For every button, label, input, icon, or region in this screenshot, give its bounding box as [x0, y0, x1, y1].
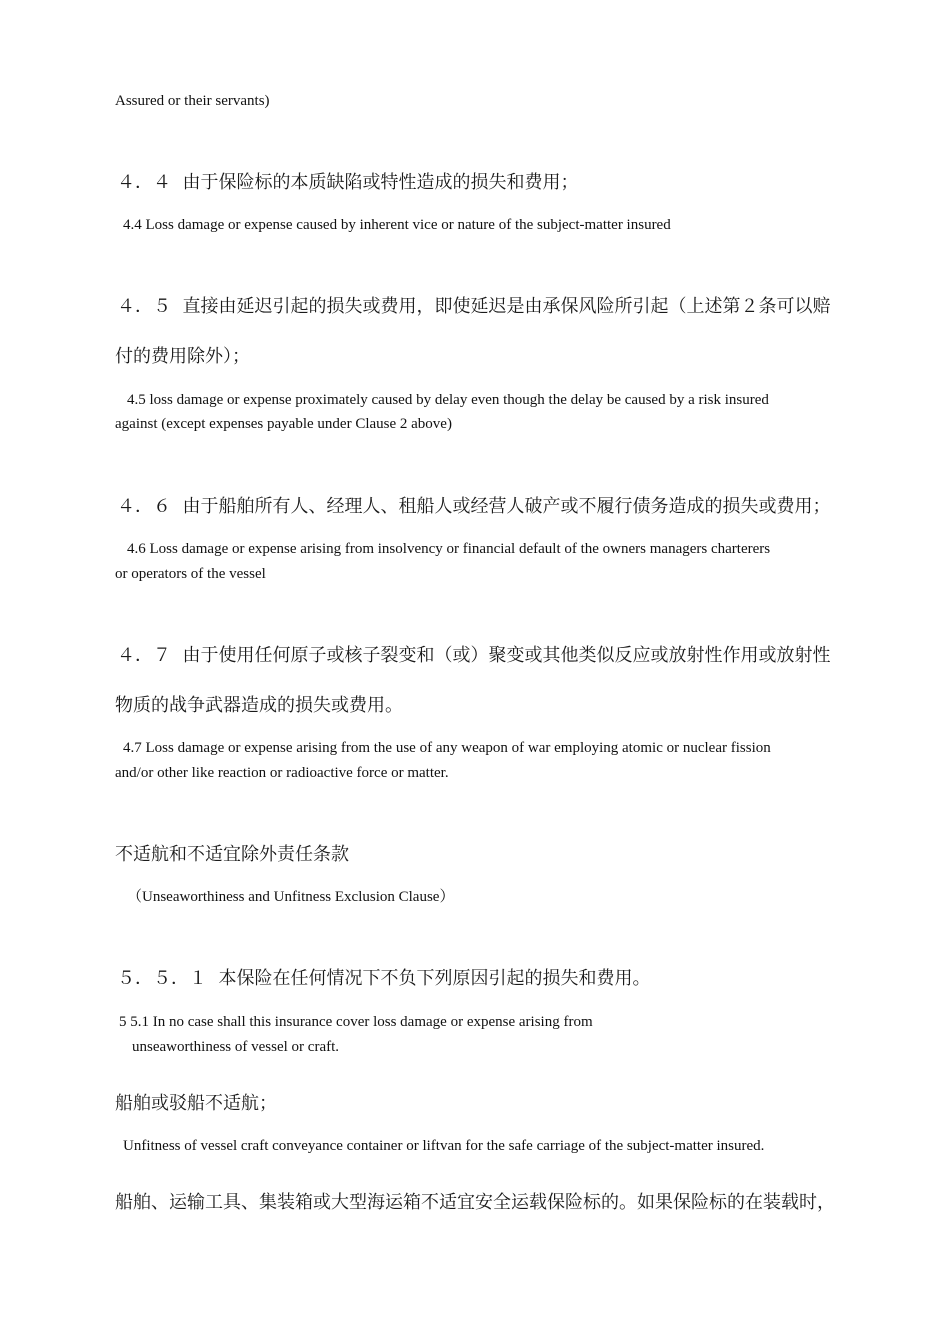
clause-4-7-zh-line2: 物质的战争武器造成的损失或费用。 — [115, 695, 403, 716]
clause-4-7-en-line2: and/or other like reaction or radioactive force or matter. — [115, 765, 449, 781]
item-unfitness-en: Unfitness of vessel craft conveyance container or liftvan for the safe carriage of the subject-matter insured. — [123, 1138, 765, 1154]
clause-4-7-zh-line1: ４．７ 由于使用任何原子或核子裂变和（或）聚变或其他类似反应或放射性作用或放射性 — [117, 645, 831, 666]
clause-5-5-1-en-line2: unseaworthiness of vessel or craft. — [132, 1039, 340, 1055]
item-unseaworthy-zh: 船舶或驳船不适航； — [115, 1093, 277, 1114]
clause-4-6-zh: ４．６ 由于船舶所有人、经理人、租船人或经营人破产或不履行债务造成的损失或费用； — [117, 496, 831, 517]
clause-4-5-en-line1: 4.5 loss damage or expense proximately caused by delay even though the delay be caused by a risk insured — [127, 392, 769, 408]
clause-4-4-en: 4.4 Loss damage or expense caused by inherent vice or nature of the subject-matter insured — [123, 217, 671, 233]
section-heading-zh: 不适航和不适宜除外责任条款 — [115, 844, 349, 865]
clause-4-5-zh-line1: ４．５ 直接由延迟引起的损失或费用，即使延迟是由承保风险所引起（上述第２条可以赔 — [117, 296, 831, 317]
clause-4-7-en-line1: 4.7 Loss damage or expense arising from the use of any weapon of war employing atomic or nuclear fission — [123, 740, 771, 756]
clause-4-5-zh-line2: 付的费用除外）； — [115, 346, 250, 367]
clause-4-6-en-line1: 4.6 Loss damage or expense arising from insolvency or financial default of the owners managers charterers — [127, 541, 771, 557]
clause-5-5-1-zh: ５．５．１ 本保险在任何情况下不负下列原因引起的损失和费用。 — [117, 968, 651, 989]
clause-5-5-1-en-line1: 5 5.1 In no case shall this insurance cover loss damage or expense arising from — [119, 1014, 593, 1030]
text-line-assured: Assured or their servants) — [115, 93, 270, 109]
item-unfitness-zh: 船舶、运输工具、集装箱或大型海运箱不适宜安全运载保险标的。如果保险标的在装载时， — [115, 1192, 835, 1213]
clause-4-6-en-line2: or operators of the vessel — [115, 566, 266, 582]
clause-4-4-zh: ４．４ 由于保险标的本质缺陷或特性造成的损失和费用； — [117, 172, 579, 193]
section-heading-en: （Unseaworthiness and Unfitness Exclusion Clause） — [127, 889, 455, 905]
clause-4-5-en-line2: against (except expenses payable under Clause 2 above) — [115, 416, 452, 432]
